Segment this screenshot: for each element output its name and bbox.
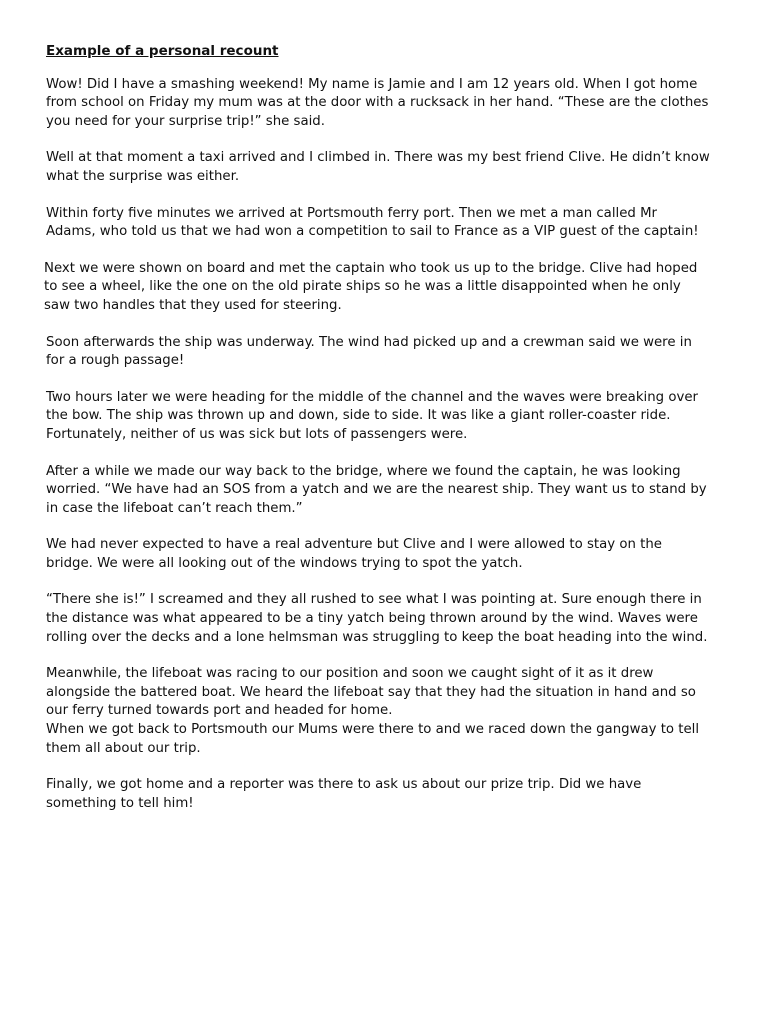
document-page (46, 42, 710, 831)
paragraph-9: “There she is!” I screamed and they all rushed to see what I was pointing at. Sure enough there in the distance was what appeared to be a tiny yatch being thrown around by the wind. Waves were rolling over the decks and a lone helmsman was struggling to keep the boat heading into the wind. (46, 592, 708, 645)
paragraph-10: Meanwhile, the lifeboat was racing to our position and soon we caught sight of it as it drew alongside the battered boat. We heard the lifeboat say that they had the situation in hand and so our ferry turned towards port and headed for home. (46, 666, 696, 719)
paragraph-6: Two hours later we were heading for the middle of the channel and the waves were breaking over the bow. The ship was thrown up and down, side to side. It was like a giant roller-coaster ride. Fortunately, neither of us was sick but lots of passengers were. (46, 389, 698, 442)
paragraph-8: We had never expected to have a real adventure but Clive and I were allowed to stay on the bridge. We were all looking out of the windows trying to spot the yatch. (46, 537, 662, 571)
paragraph-5: Soon afterwards the ship was underway. The wind had picked up and a crewman said we were in for a rough passage! (46, 334, 692, 369)
paragraph-7: After a while we made our way back to the bridge, where we found the captain, he was looking worried. “We have had an SOS from a yatch and we are the nearest ship. They want us to stand by in case the lifeboat can’t reach them.” (46, 463, 707, 516)
paragraph-1: Wow! Did I have a smashing weekend! My name is Jamie and I am 12 years old. When I got home from school on Friday my mum was at the door with a rucksack in her hand. “These are the clothes you need for your surprise trip!” she said. (46, 76, 709, 129)
paragraph-11: When we got back to Portsmouth our Mums were there to and we raced down the gangway to tell them all about our trip. (46, 722, 700, 756)
paragraph-2: Well at that moment a taxi arrived and I climbed in. There was my best friend Clive. He didn’t know what the surprise was either. (46, 150, 710, 184)
paragraph-4: Next we were shown on board and met the captain who took us up to the bridge. Clive had hoped to see a wheel, like the one on the old pirate ships so he was a little disappointed when he only saw two handles that they used for steering. (44, 260, 698, 313)
paragraph-12: Finally, we got home and a reporter was there to ask us about our prize trip. Did we have something to tell him! (46, 777, 642, 811)
paragraph-3: Within forty five minutes we arrived at Portsmouth ferry port. Then we met a man called Mr Adams, who told us that we had won a competition to sail to France as a VIP guest of the captain! (46, 205, 699, 240)
document-title: Example of a personal recount (46, 43, 279, 59)
